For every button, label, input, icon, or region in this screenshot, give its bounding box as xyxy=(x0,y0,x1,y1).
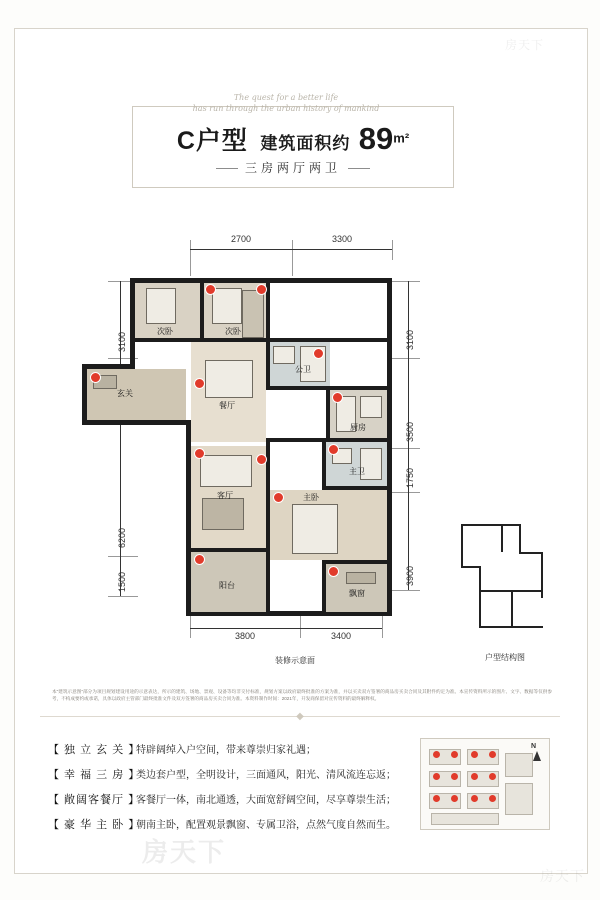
feature-list xyxy=(48,736,408,836)
site-marker[interactable] xyxy=(489,773,496,780)
feature-tag: 【 敞阔客餐厅 】 xyxy=(48,793,141,806)
dim-left-4: 1500 xyxy=(117,571,127,592)
dim-top-1: 2700 xyxy=(230,234,252,244)
feature-tag: 【 豪 华 主 卧 】 xyxy=(48,818,141,831)
marker-entry xyxy=(90,372,101,383)
site-marker[interactable] xyxy=(433,751,440,758)
floor-plan-drawing xyxy=(60,260,380,640)
site-marker[interactable] xyxy=(471,751,478,758)
site-marker[interactable] xyxy=(433,795,440,802)
dim-right-2: 3500 xyxy=(405,421,415,442)
room-label-balcony: 阳台 xyxy=(219,581,235,590)
marker-living-2 xyxy=(256,454,267,465)
marker-kitchen xyxy=(332,392,343,403)
room-label-master-bedroom: 主卧 xyxy=(303,493,319,502)
watermark-corner: 房天下 xyxy=(540,868,585,884)
layout-summary: 三房两厅两卫 xyxy=(244,161,341,175)
site-marker[interactable] xyxy=(489,795,496,802)
site-marker[interactable] xyxy=(451,751,458,758)
feature-text: 类边套户型，全明设计，三面通风，阳光、清风流连忘返； xyxy=(136,770,396,781)
title-box xyxy=(132,106,454,188)
marker-master-bath xyxy=(328,444,339,455)
feature-text: 特辟阔绰入户空间，带来尊崇归家礼遇； xyxy=(136,745,316,756)
room-label-kitchen: 厨房 xyxy=(350,423,366,432)
site-marker[interactable] xyxy=(451,795,458,802)
marker-bedroom2 xyxy=(205,284,216,295)
room-label-master-bathroom: 主卫 xyxy=(349,467,365,476)
dim-left-1: 3100 xyxy=(117,331,127,352)
disclaimer-text: 本“建筑示意图”部分为项目规划建设用途的示意表达，所示的建筑、场地、景观、设备等均非交付标准，规划方案以政府最终批准的方案为准，并以买卖双方签署的商品房买卖合同及其附件约定为准。本宣传资料所示的图片、文字、数据等仅供参考，不构成要约或承诺，具体以政府主管部门最终批准文件及双方签署的商品房买卖合同为准。本资料制作时间：2021年，开发商保留对宣传资料的最终解释权。 xyxy=(52,689,552,701)
feature-item xyxy=(48,736,408,761)
site-marker[interactable] xyxy=(433,773,440,780)
area-label: 建筑面积约 xyxy=(260,134,351,153)
plan-caption: 装修示意面 xyxy=(275,656,315,665)
dim-bottom-1: 3800 xyxy=(234,631,256,641)
feature-tag: 【 独 立 玄 关 】 xyxy=(48,743,141,756)
structure-diagram xyxy=(455,520,555,635)
room-label-bedroom-3: 次卧 xyxy=(225,327,241,336)
structure-caption: 户型结构图 xyxy=(485,653,525,662)
tagline-line2: has run through the urban history of mankind xyxy=(192,104,380,113)
marker-master xyxy=(273,492,284,503)
marker-living xyxy=(194,448,205,459)
title-row xyxy=(133,121,453,157)
marker-bay-window xyxy=(328,566,339,577)
feature-item xyxy=(48,786,408,811)
room-label-dining-room: 餐厅 xyxy=(219,401,235,410)
room-label-bedroom-2: 次卧 xyxy=(157,327,173,336)
divider-ornament: ◆ xyxy=(296,711,304,722)
feature-item xyxy=(48,761,408,786)
site-map[interactable] xyxy=(420,738,550,830)
dim-right-4: 3900 xyxy=(405,565,415,586)
dim-left-3: 6200 xyxy=(117,527,127,548)
feature-text: 客餐厅一体，南北通透，大面宽舒阔空间，尽享尊崇生活； xyxy=(136,795,396,806)
dim-right-3: 1750 xyxy=(405,467,415,488)
site-marker[interactable] xyxy=(451,773,458,780)
layout-summary-row xyxy=(133,159,453,176)
unit-type-code: C户型 xyxy=(176,127,248,155)
site-marker[interactable] xyxy=(489,751,496,758)
dim-right-1: 3100 xyxy=(405,329,415,350)
area-value: 89 xyxy=(358,121,394,156)
room-label-bay-window: 飘窗 xyxy=(349,589,365,598)
marker-dining xyxy=(194,378,205,389)
marker-bedroom3 xyxy=(256,284,267,295)
marker-balcony xyxy=(194,554,205,565)
site-marker[interactable] xyxy=(471,773,478,780)
room-label-public-bathroom: 公卫 xyxy=(295,365,311,374)
room-label-living-room: 客厅 xyxy=(217,491,233,500)
marker-public-bath xyxy=(313,348,324,359)
north-arrow-icon xyxy=(533,751,541,761)
north-indicator: N xyxy=(531,743,537,750)
area-unit: m² xyxy=(393,130,410,146)
tagline xyxy=(0,92,572,114)
room-label-entry-hall: 玄关 xyxy=(117,389,133,398)
feature-text: 朝南主卧，配置观景飘窗、专属卫浴，点然气度自然而生。 xyxy=(136,820,396,831)
feature-item xyxy=(48,811,408,836)
dim-bottom-2: 3400 xyxy=(330,631,352,641)
dim-top-2: 3300 xyxy=(331,234,353,244)
feature-tag: 【 幸 福 三 房 】 xyxy=(48,768,141,781)
tagline-line1: The quest for a better life xyxy=(233,93,339,102)
site-marker[interactable] xyxy=(471,795,478,802)
